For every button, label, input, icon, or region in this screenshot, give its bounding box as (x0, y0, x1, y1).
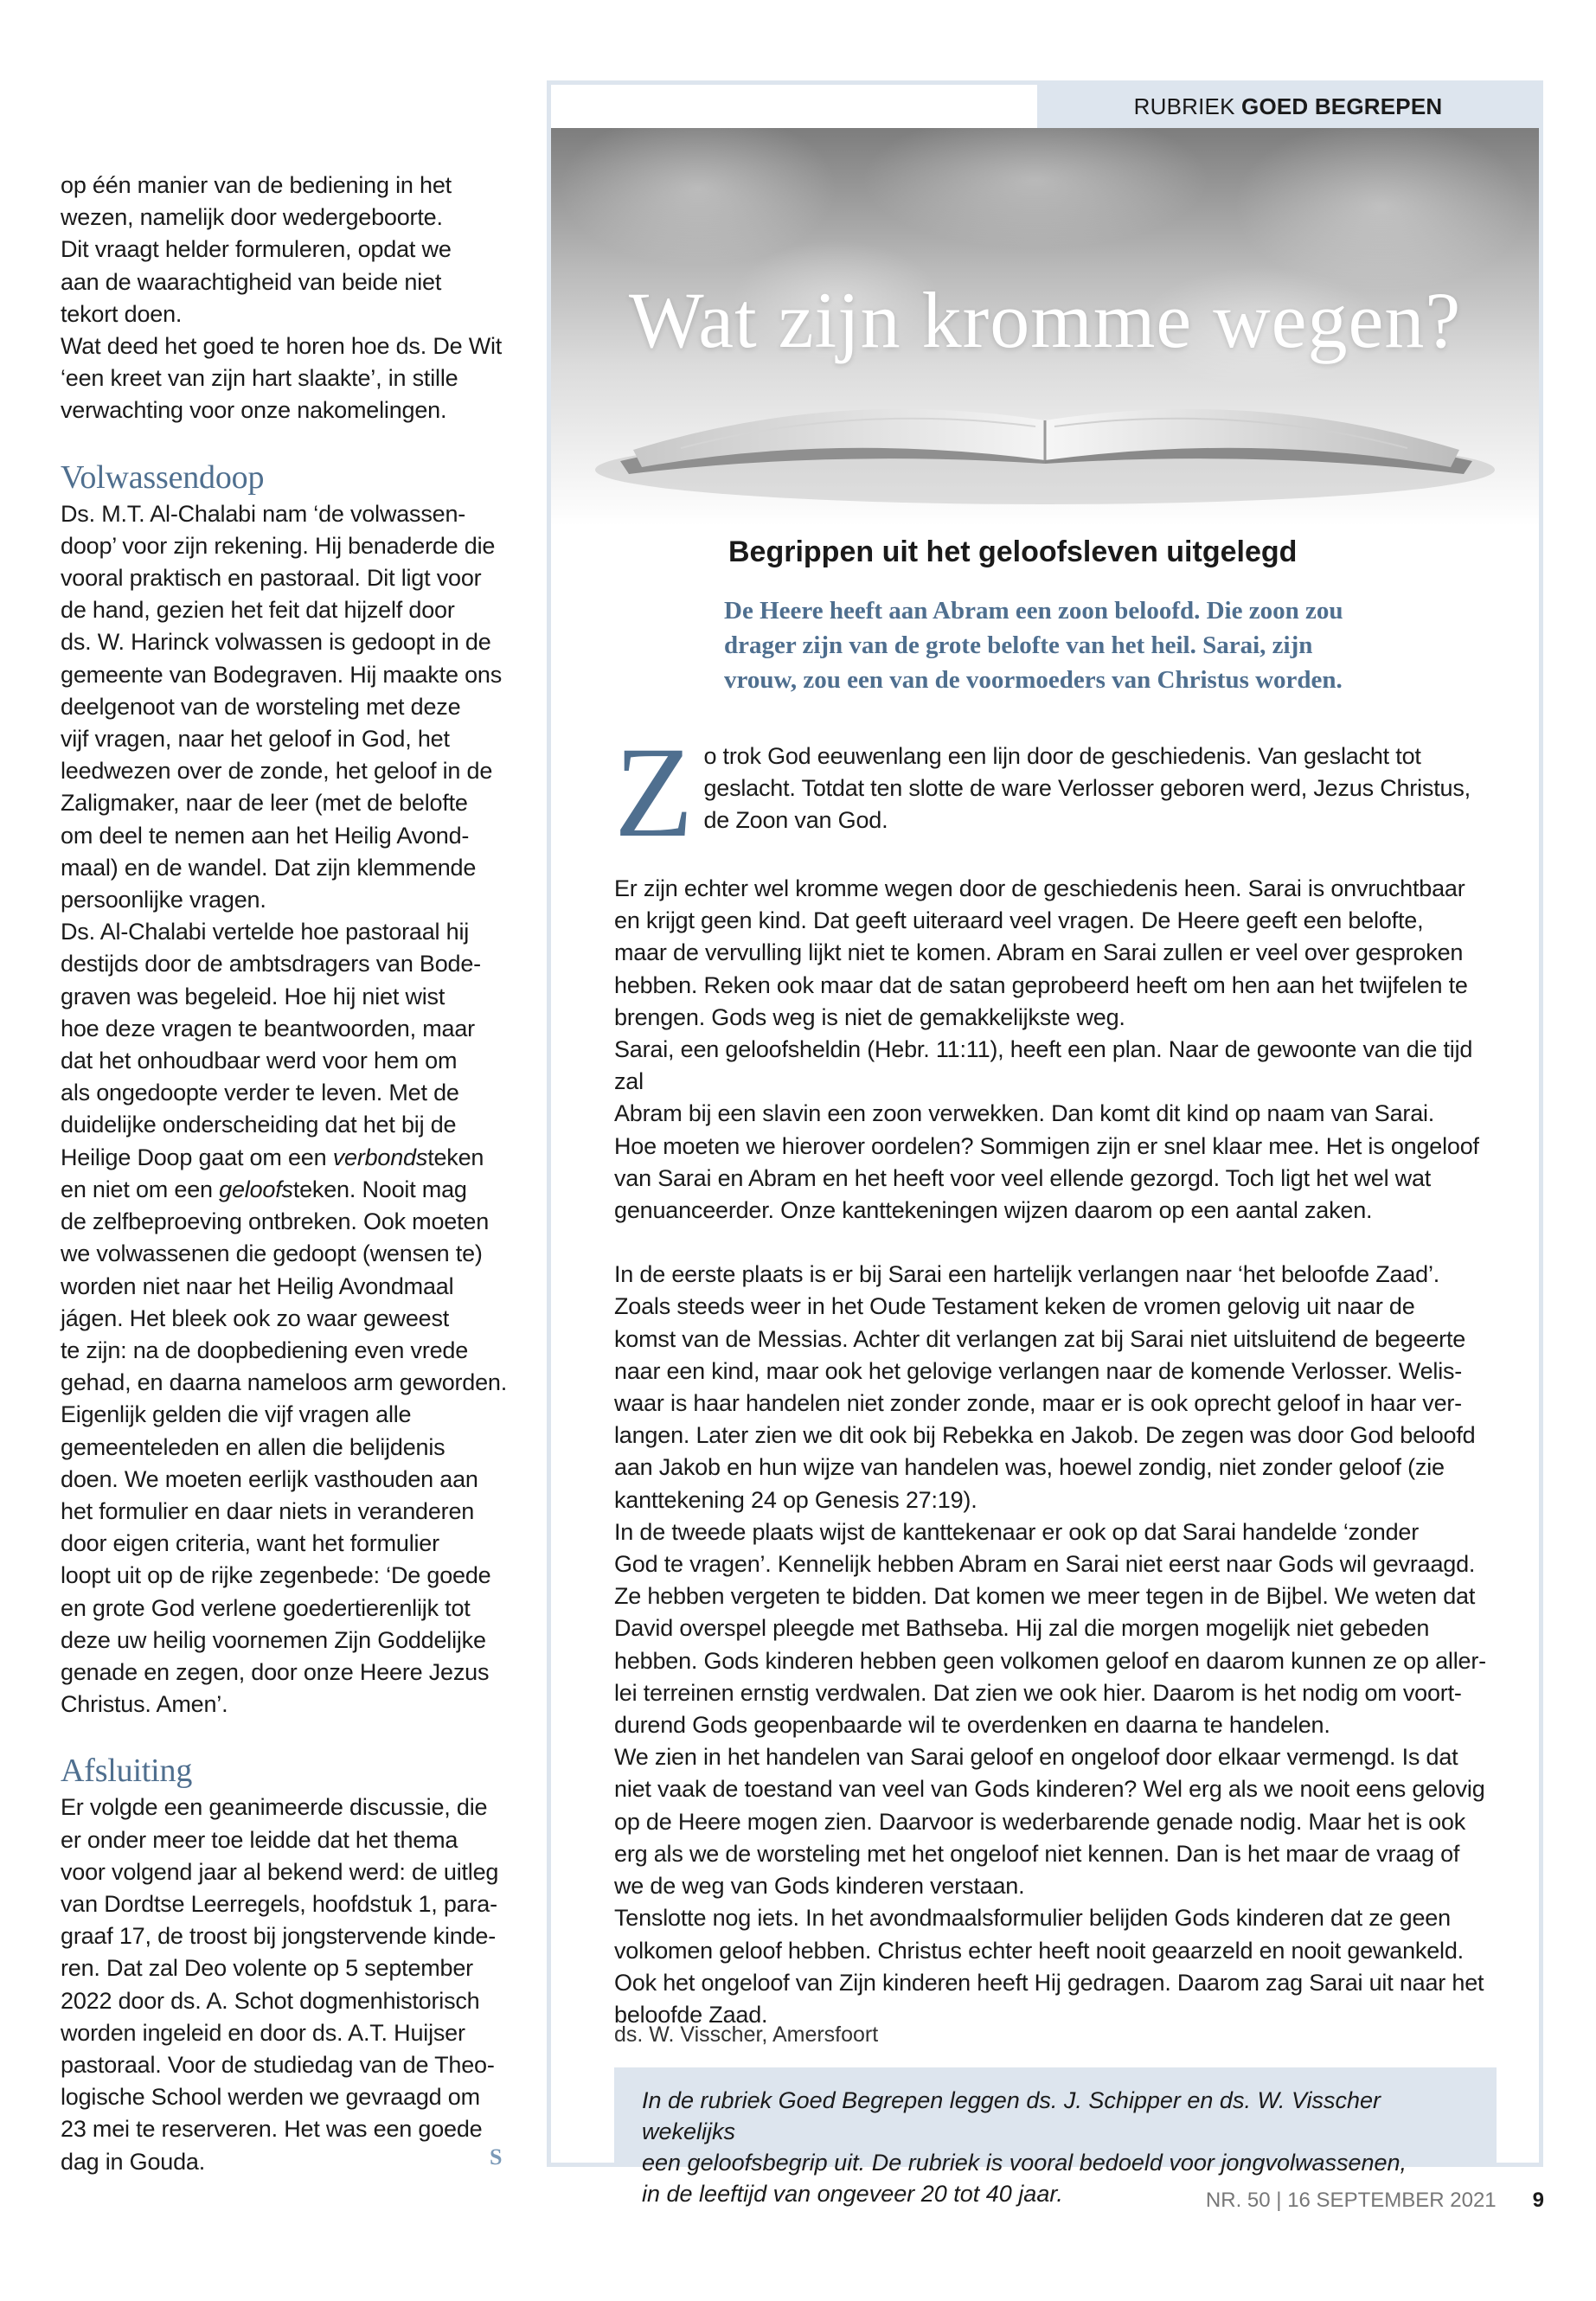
article-author: ds. W. Visscher, Amersfoort (614, 2022, 879, 2047)
text-fragment: teken. Nooit mag (292, 1176, 467, 1202)
text-line: hoe deze vragen te beantwoorden, maar (61, 1015, 475, 1042)
text-line: aan Jakob en hun wijze van handelen was, hoewel zondig, niet zonder geloof (zie (614, 1454, 1445, 1481)
emphasis-verbonds: verbonds (332, 1144, 428, 1170)
text-line: Sarai, een geloofsheldin (Hebr. 11:11), heeft een plan. Naar de gewoonte van die tijd zal (614, 1036, 1473, 1095)
text-line: Zaligmaker, naar de leer (met de belofte (61, 790, 468, 817)
issue-info: NR. 50 | 16 SEPTEMBER 2021 (1205, 2189, 1497, 2212)
text-line: Zoals steeds weer in het Oude Testament keken de vromen gelovig uit naar de (614, 1293, 1415, 1320)
text-line: hebben. Gods kinderen hebben geen volkomen geloof en daarom kunnen ze op aller- (614, 1647, 1486, 1674)
rubriek-name: GOED BEGREPEN (1241, 93, 1443, 119)
text-line: gemeente van Bodegraven. Hij maakte ons (61, 661, 503, 688)
first-paragraph (614, 721, 1505, 864)
text-line: Ze hebben vergeten te bidden. Dat komen we meer tegen in de Bijbel. We weten dat (614, 1583, 1476, 1610)
intro-paragraph (61, 170, 519, 427)
info-line: In de rubriek Goed Begrepen leggen ds. J. Schipper en ds. W. Visscher wekelijks (642, 2087, 1381, 2144)
page-number: 9 (1532, 2189, 1544, 2212)
text-line: dat het onhoudbaar werd voor hem om (61, 1048, 458, 1074)
text-line: Hoe moeten we hierover oordelen? Sommigen zijn er snel klaar mee. Het is ongeloof (614, 1132, 1479, 1159)
text-line: vijf vragen, naar het geloof in God, het (61, 726, 450, 753)
text-line: lei terreinen ernstig verdwalen. Dat zien we ook hier. Daarom is het nodig om voort- (614, 1679, 1462, 1706)
text-line (61, 1174, 519, 1206)
text-line: komst van de Messias. Achter dit verlangen zat bij Sarai niet uitsluitend de begeerte (614, 1325, 1466, 1352)
text-line: waar is haar handelen niet zonder zonde, maar er is ook oprecht geloof in haar ver- (614, 1390, 1462, 1417)
text-line: erg als we de worsteling met het ongeloof niet kennen. Dan is het maar de vraag of (614, 1840, 1460, 1867)
text-line: maal) en de wandel. Dat zijn klemmende (61, 854, 477, 881)
text-line: 2022 door ds. A. Schot dogmenhistorisch (61, 1987, 480, 2014)
rubriek-label (1037, 85, 1539, 128)
text-fragment: en niet om een (61, 1176, 220, 1202)
text-line (61, 1142, 519, 1174)
text-line: deelgenoot van de worsteling met deze (61, 693, 461, 720)
text-line: naar een kind, maar ook het gelovige verlangen naar de komende Verlosser. Welis- (614, 1357, 1463, 1384)
text-line: Abram bij een slavin een zoon verwekken. Dan komt dit kind op naam van Sarai. (614, 1100, 1435, 1127)
heading-afsluiting: Afsluiting (61, 1753, 193, 1790)
hero-image (551, 128, 1539, 526)
text-line: In de tweede plaats wijst de kanttekenaar er ook op dat Sarai handelde ‘zonder (614, 1518, 1420, 1545)
text-line: worden ingeleid en door ds. A.T. Huijser (61, 2019, 465, 2046)
afsluiting-section (61, 1791, 519, 2177)
text-line: Dit vraagt helder formuleren, opdat we (61, 236, 452, 263)
text-line: er onder meer toe leidde dat het thema (61, 1826, 458, 1853)
text-line: de hand, gezien het feit dat hijzelf door (61, 597, 455, 624)
info-line: een geloofsbegrip uit. De rubriek is vooral bedoeld voor jongvolwassenen, (642, 2150, 1407, 2176)
text-line: Er zijn echter wel kromme wegen door de geschiedenis heen. Sarai is onvruchtbaar (614, 875, 1465, 901)
paragraph-2 (614, 873, 1505, 1227)
text-line: genade en zegen, door onze Heere Jezus (61, 1658, 490, 1685)
text-line: persoonlijke vragen. (61, 887, 266, 913)
text-line: deze uw heilig voornemen Zijn Goddelijke (61, 1626, 486, 1653)
text-line: dag in Gouda. (61, 2148, 206, 2175)
text-line: ren. Dat zal Deo volente op 5 september (61, 1955, 473, 1982)
volwassendoop-section (61, 498, 519, 1721)
text-line: David overspel pleegde met Bathseba. Hij zal die morgen mogelijk niet gebeden (614, 1615, 1430, 1642)
text-line: Ook het ongeloof van Zijn kinderen heeft Hij gedragen. Daarom zag Sarai uit naar het (614, 1969, 1484, 1996)
rubriek-prefix: RUBRIEK (1133, 93, 1242, 119)
text-line: gemeenteleden en allen die belijdenis (61, 1433, 445, 1460)
left-column (61, 170, 519, 2178)
text-line: maar de vervulling lijkt niet te komen. Abram en Sarai zullen er veel over gesproken (614, 939, 1464, 966)
text-line: jágen. Het bleek ook zo waar geweest (61, 1304, 450, 1331)
text-line: leedwezen over de zonde, het geloof in de (61, 758, 493, 785)
text-line: tekort doen. (61, 300, 183, 327)
text-line: We zien in het handelen van Sarai geloof en ongeloof door elkaar vermengd. Is dat (614, 1744, 1458, 1771)
text-line: Ds. Al-Chalabi vertelde hoe pastoraal hij (61, 919, 470, 945)
text-line: vooral praktisch en pastoraal. Dit ligt voor (61, 565, 482, 592)
drop-cap: Z (614, 721, 694, 864)
text-line: van Dordtse Leerregels, hoofdstuk 1, para- (61, 1890, 497, 1917)
text-line: 23 mei te reserveren. Het was een goede (61, 2116, 483, 2143)
article-lead (724, 593, 1485, 697)
lead-line: De Heere heeft aan Abram een zoon beloofd. Die zoon zou (724, 597, 1343, 625)
text-line: durend Gods geopenbaarde wil te overdenken en daarna te handelen. (614, 1712, 1330, 1739)
text-line: God te vragen’. Kennelijk hebben Abram en Sarai niet eerst naar Gods wil gevraagd. (614, 1551, 1476, 1578)
lead-line: vrouw, zou een van de voormoeders van Christus worden. (724, 666, 1343, 694)
text-line: om deel te nemen aan het Heilig Avond- (61, 822, 470, 849)
text-fragment: teken (427, 1144, 484, 1170)
article-body (614, 721, 1505, 2031)
text-line: als ongedoopte verder te leven. Met de (61, 1080, 459, 1106)
page-footer (1206, 2189, 1544, 2213)
text-line: Eigenlijk gelden die vijf vragen alle (61, 1401, 412, 1428)
emphasis-geloofs: geloofs (219, 1176, 293, 1202)
text-line: Ds. M.T. Al-Chalabi nam ‘de volwassen- (61, 500, 466, 527)
text-line: verwachting voor onze nakomelingen. (61, 397, 447, 424)
text-line: beloofde Zaad. (614, 2001, 768, 2028)
text-line: kanttekening 24 op Genesis 27:19). (614, 1486, 977, 1513)
text-line: niet vaak de toestand van veel van Gods kinderen? Wel erg als we nooit eens gelovig (614, 1776, 1485, 1803)
text-line: graven was begeleid. Hoe hij niet wist (61, 983, 445, 1009)
text-line: van Sarai en Abram en het heeft voor veel ellende gezorgd. Toch ligt het wel wat (614, 1164, 1432, 1191)
paragraph-3 (614, 1259, 1505, 2031)
text-line: en grote God verlene goedertierenlijk tot (61, 1594, 471, 1621)
text-line: op één manier van de bediening in het (61, 172, 452, 198)
text-fragment: Heilige Doop gaat om een (61, 1144, 333, 1170)
text-line: o trok God eeuwenlang een lijn door de geschiedenis. Van geslacht tot (703, 743, 1421, 769)
text-line: hebben. Reken ook maar dat de satan geprobeerd heeft om hen aan het twijfelen te (614, 971, 1468, 998)
article-title: Wat zijn kromme wegen? (628, 276, 1462, 364)
text-line: graaf 17, de troost bij jongstervende kinde- (61, 1923, 497, 1950)
text-line: wezen, namelijk door wedergeboorte. (61, 204, 443, 231)
text-line: we de weg van Gods kinderen verstaan. (614, 1873, 1025, 1900)
text-line: Er volgde een geanimeerde discussie, die (61, 1794, 488, 1821)
end-mark-icon: S (490, 2144, 503, 2170)
text-line: volkomen geloof hebben. Christus echter heeft nooit geaarzeld en nooit gewankeld. (614, 1937, 1464, 1964)
text-line: langen. Later zien we dit ook bij Rebekka en Jakob. De zegen was door God beloofd (614, 1422, 1476, 1449)
text-line: brengen. Gods weg is niet de gemakkelijkste weg. (614, 1003, 1125, 1030)
text-line: voor volgend jaar al bekend werd: de uitleg (61, 1858, 499, 1885)
info-line: in de leeftijd van ongeveer 20 tot 40 jaar. (642, 2181, 1063, 2207)
text-line: Christus. Amen’. (61, 1691, 228, 1718)
text-line: Tenslotte nog iets. In het avondmaalsformulier belijden Gods kinderen dat ze geen (614, 1905, 1451, 1932)
text-line: gehad, en daarna nameloos arm geworden. (61, 1369, 508, 1396)
text-line: we volwassenen die gedoopt (wensen te) (61, 1240, 483, 1267)
text-line: de Zoon van God. (703, 807, 888, 834)
text-line: op de Heere mogen zien. Daarvoor is wederbarende genade nodig. Maar het is ook (614, 1808, 1466, 1835)
text-line: de zelfbeproeving ontbreken. Ook moeten (61, 1208, 490, 1235)
text-line: duidelijke onderscheiding dat het bij de (61, 1112, 457, 1138)
text-line: ds. W. Harinck volwassen is gedoopt in de (61, 629, 491, 656)
text-line: genuanceerder. Onze kanttekeningen wijzen daarom op een aantal zaken. (614, 1197, 1373, 1224)
text-line: aan de waarachtigheid van beide niet (61, 268, 442, 295)
text-line: worden niet naar het Heilig Avondmaal (61, 1272, 454, 1299)
text-line: het formulier en daar niets in veranderen (61, 1497, 475, 1524)
lead-line: drager zijn van de grote belofte van het heil. Sarai, zijn (724, 631, 1313, 659)
text-line: In de eerste plaats is er bij Sarai een hartelijk verlangen naar ‘het beloofde Zaad’. (614, 1261, 1440, 1288)
text-line: te zijn: na de doopbediening even vrede (61, 1336, 469, 1363)
text-line: en krijgt geen kind. Dat geeft uiteraard veel vragen. De Heere geeft een belofte, (614, 907, 1424, 934)
text-line: loopt uit op de rijke zegenbede: ‘De goede (61, 1562, 491, 1589)
text-line: Wat deed het goed te horen hoe ds. De Wit (61, 333, 503, 360)
text-line: door eigen criteria, want het formulier (61, 1530, 439, 1557)
text-line: logische School werden we gevraagd om (61, 2084, 480, 2111)
text-line: doen. We moeten eerlijk vasthouden aan (61, 1465, 478, 1492)
article-subtitle: Begrippen uit het geloofsleven uitgelegd (728, 535, 1298, 568)
text-line: pastoraal. Voor de studiedag van de Theo- (61, 2051, 495, 2078)
text-line: doop’ voor zijn rekening. Hij benaderde die (61, 532, 496, 559)
text-line: ‘een kreet van zijn hart slaakte’, in stille (61, 365, 458, 392)
text-line: destijds door de ambtsdragers van Bode- (61, 951, 481, 977)
text-line: geslacht. Totdat ten slotte de ware Verlosser geboren werd, Jezus Christus, (703, 775, 1471, 802)
heading-volwassendoop: Volwassendoop (61, 458, 265, 496)
